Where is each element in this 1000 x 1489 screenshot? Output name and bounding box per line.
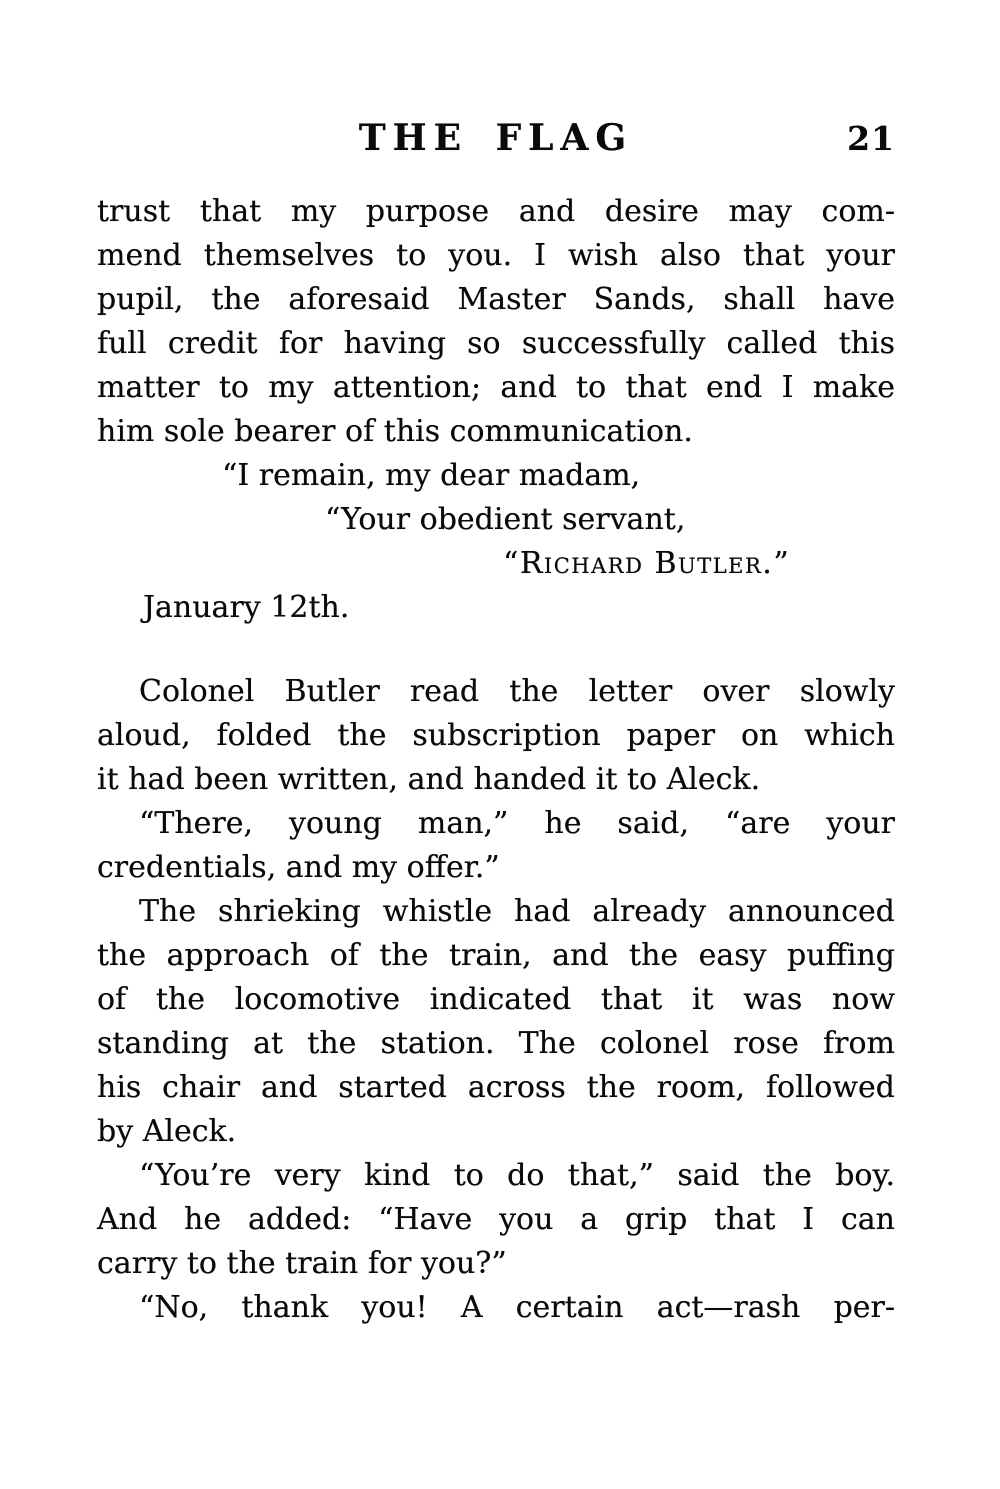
text-line: mend themselves to you. I wish also that your [97, 238, 895, 273]
text-line: “Richard Butler.” [503, 546, 791, 581]
text-line: January 12th. [143, 590, 350, 625]
running-header-title: THE FLAG [358, 117, 634, 159]
text-line: The shrieking whistle had already announced [139, 894, 895, 929]
text-line: “Your obedient servant, [325, 502, 686, 537]
text-line: pupil, the aforesaid Master Sands, shall have [97, 282, 895, 317]
text-line: credentials, and my offer.” [97, 850, 500, 885]
text-line: And he added: “Have you a grip that I can [97, 1202, 895, 1237]
text-line: his chair and started across the room, followed [97, 1070, 895, 1105]
running-header [97, 116, 895, 160]
text-line: by Aleck. [97, 1114, 237, 1149]
text-line: matter to my attention; and to that end I make [97, 370, 895, 405]
text-line: “I remain, my dear madam, [222, 458, 641, 493]
text-line: the approach of the train, and the easy puffing [97, 938, 895, 973]
text-line: carry to the train for you?” [97, 1246, 507, 1281]
text-line: “You’re very kind to do that,” said the boy. [139, 1158, 895, 1193]
text-line: of the locomotive indicated that it was now [97, 982, 895, 1017]
text-line: trust that my purpose and desire may com- [97, 194, 895, 229]
page-text [97, 190, 895, 1330]
text-line: standing at the station. The colonel rose from [97, 1026, 895, 1061]
text-line: it had been written, and handed it to Aleck. [97, 762, 761, 797]
text-line: Colonel Butler read the letter over slowly [139, 674, 895, 709]
text-line: full credit for having so successfully called this [97, 326, 895, 361]
text-line: him sole bearer of this communication. [97, 414, 693, 449]
text-line: aloud, folded the subscription paper on which [97, 718, 895, 753]
text-line: “No, thank you! A certain act—rash per- [139, 1290, 895, 1325]
page-number: 21 [847, 119, 895, 158]
text-line: “There, young man,” he said, “are your [139, 806, 895, 841]
